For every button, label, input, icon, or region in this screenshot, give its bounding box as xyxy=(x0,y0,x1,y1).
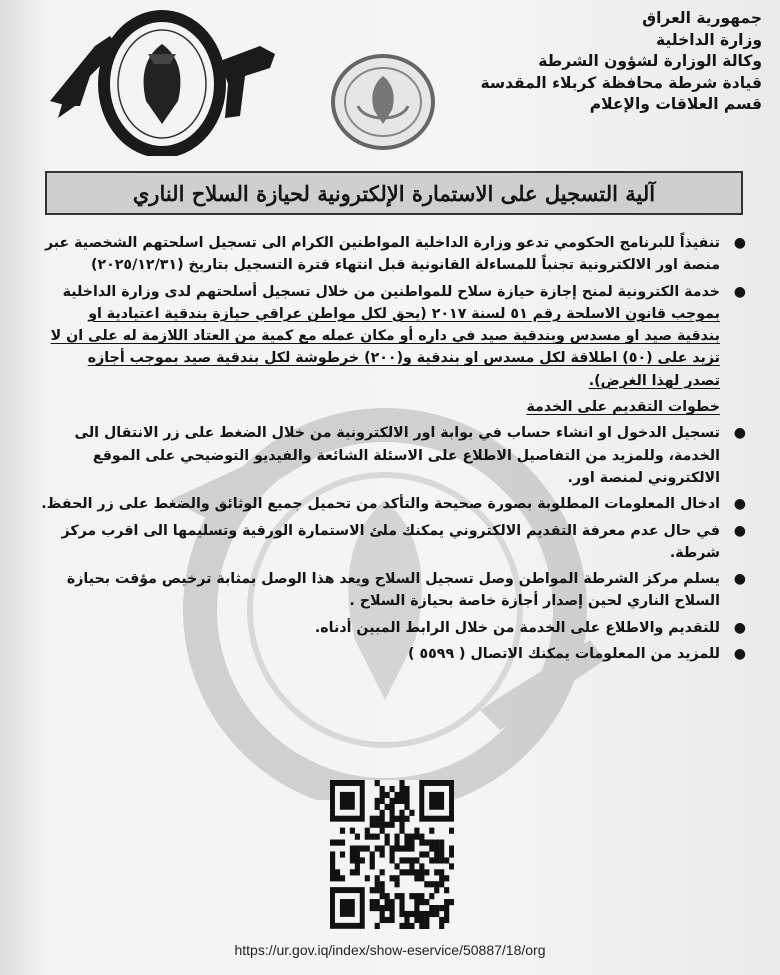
police-emblem-logo-icon xyxy=(40,6,280,156)
page-title: آلية التسجيل على الاستمارة الإلكترونية لحيازة السلاح الناري xyxy=(132,180,656,206)
body-content xyxy=(41,232,750,669)
text-line: تنفيذاً للبرنامج الحكومي تدعو وزارة الداخلية المواطنين الكرام الى تسجيل اسلحتهم الشخصية عبر xyxy=(44,235,720,251)
text-line: للمزيد من المعلومات يمكنك الاتصال ( ٥٥٩٩ ) xyxy=(408,646,720,663)
bullet-icon: ● xyxy=(733,571,746,588)
header-ministry: وزارة الداخلية xyxy=(656,30,762,49)
text-line: يسلم مركز الشرطة المواطن وصل تسجيل السلاح ويعد هذا الوصل بمثابة ترخيص مؤقت بحيازة xyxy=(66,571,720,588)
list-item xyxy=(50,281,750,392)
text-line: تصدر لهذا الغرض). xyxy=(588,372,720,389)
letterhead xyxy=(462,8,762,116)
text-line: بندقية صيد او مسدس وبندقية صيد في داره أو مكان عمله مع كمية من العتاد اللازمة له على ان لا xyxy=(50,328,720,345)
bullet-icon: ● xyxy=(733,283,746,300)
bullet-icon: ● xyxy=(733,522,746,539)
text-line: الالكتروني لمنصة اور. xyxy=(567,469,720,486)
service-url[interactable]: https://ur.gov.iq/index/show-eservice/50887/18/org xyxy=(234,942,546,958)
text-line: للتقديم والاطلاع على الخدمة من خلال الرابط المبين أدناه. xyxy=(314,619,720,636)
text-line: تزيد على (٥٠) اطلاقة لكل مسدس او بندقية و(٢٠٠) خرطوشة لكل بندقية صيد بموجب أجازه xyxy=(87,350,720,367)
header-command: قيادة شرطة محافظة كربلاء المقدسة xyxy=(480,73,762,92)
text-line: ادخال المعلومات المطلوبة بصورة صحيحة والتأكد من تحميل جميع الوثائق والضغط على زر الحفظ. xyxy=(41,496,720,513)
bullet-icon: ● xyxy=(733,235,746,251)
header-country: جمهورية العراق xyxy=(642,9,762,27)
bullet-icon: ● xyxy=(733,619,746,636)
text-line: منصة اور الالكترونية تجنباً للمساءلة القانونية قبل انتهاء فترة التسجيل بتاريخ (٢٠٢٥/١٢/٣١) xyxy=(90,257,720,274)
steps-heading-text: خطوات التقديم على الخدمة xyxy=(526,399,720,416)
steps-heading xyxy=(50,396,750,418)
step-item xyxy=(50,520,750,565)
text-line: بموجب قانون الاسلحة رقم ٥١ لسنة ٢٠١٧ (يحق لكل مواطن عراقي حيازة بندقية اعتيادية او xyxy=(88,305,720,322)
text-line: شرطة. xyxy=(669,544,720,561)
bullet-icon: ● xyxy=(733,646,746,663)
header-department: قسم العلاقات والإعلام xyxy=(589,95,762,113)
bullet-icon: ● xyxy=(733,425,746,442)
text-line: تسجيل الدخول او انشاء حساب في بوابة اور الالكترونية من خلال الضغط على زر الانتقال الى xyxy=(74,425,720,442)
step-item xyxy=(50,617,750,639)
title-box xyxy=(45,171,743,215)
list-item xyxy=(44,232,750,277)
bullet-icon: ● xyxy=(733,496,746,513)
karbala-police-seal-icon xyxy=(328,52,438,152)
step-item xyxy=(41,493,750,515)
text-line: في حال عدم معرفة التقديم الالكتروني يمكنك ملئ الاستمارة الورقية وتسليمها الى اقرب مركز xyxy=(61,522,720,539)
text-line: الخدمة، وللمزيد من التفاصيل الاطلاع على الاسئلة الشائعة والفيديو التوضيحي على الموقع xyxy=(92,447,720,464)
text-line: السلاح الناري لحين إصدار أجازة خاصة بحيازة السلاح . xyxy=(349,593,720,610)
text-line: خدمة الكترونية لمنح إجازة حيازة سلاح للمواطنين من خلال تسجيل أسلحتهم لدى وزارة الداخلية xyxy=(62,283,720,300)
step-item xyxy=(50,643,750,665)
header-agency: وكالة الوزارة لشؤون الشرطة xyxy=(538,52,762,70)
step-item xyxy=(50,422,750,489)
step-item xyxy=(50,568,750,613)
qr-code[interactable] xyxy=(330,780,454,930)
